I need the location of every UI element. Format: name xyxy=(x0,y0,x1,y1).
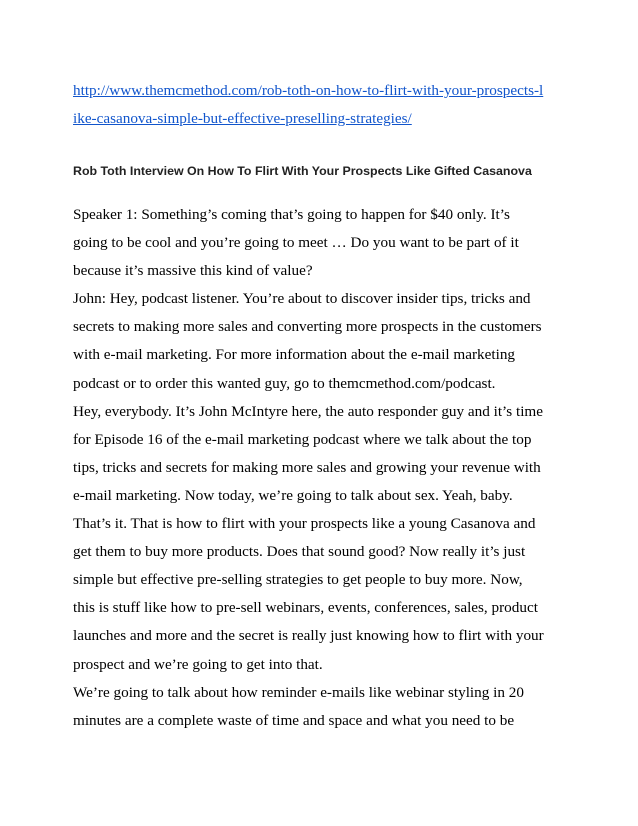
body-line: simple but effective pre-selling strategies to get people to buy more. Now, xyxy=(73,571,523,589)
body-line: We’re going to talk about how reminder e-mails like webinar styling in 20 xyxy=(73,683,524,701)
source-link-line-1[interactable]: http://www.themcmethod.com/rob-toth-on-how-to-flirt-with-your-prospects-l xyxy=(73,82,544,99)
source-link-line-2[interactable]: ike-casanova-simple-but-effective-preselling-strategies/ xyxy=(73,110,412,127)
body-line: podcast or to order this wanted guy, go to themcmethod.com/podcast. xyxy=(73,374,496,392)
body-line: with e-mail marketing. For more information about the e-mail marketing xyxy=(73,346,516,364)
body-line: Speaker 1: Something’s coming that’s going to happen for $40 only. It’s xyxy=(73,206,510,223)
body-line: this is stuff like how to pre-sell webinars, events, conferences, sales, product xyxy=(73,599,538,617)
source-link[interactable] xyxy=(73,77,573,133)
body-line: get them to buy more products. Does that sound good? Now really it’s just xyxy=(73,543,526,561)
body-line: launches and more and the secret is really just knowing how to flirt with your xyxy=(73,627,544,645)
body-line: minutes are a complete waste of time and space and what you need to be xyxy=(73,711,515,729)
body-line: prospect and we’re going to get into that. xyxy=(73,655,323,673)
body-line: Hey, everybody. It’s John McIntyre here, the auto responder guy and it’s time xyxy=(73,402,543,420)
transcript-body xyxy=(73,201,573,735)
body-line: That’s it. That is how to flirt with your prospects like a young Casanova and xyxy=(73,515,536,533)
body-line: for Episode 16 of the e-mail marketing podcast where we talk about the top xyxy=(73,430,532,448)
body-line: John: Hey, podcast listener. You’re about to discover insider tips, tricks and xyxy=(73,290,531,308)
body-line: going to be cool and you’re going to meet … Do you want to be part of it xyxy=(73,234,519,252)
body-line: e-mail marketing. Now today, we’re going to talk about sex. Yeah, baby. xyxy=(73,486,513,504)
body-line: tips, tricks and secrets for making more sales and growing your revenue with xyxy=(73,458,541,476)
document-heading: Rob Toth Interview On How To Flirt With Your Prospects Like Gifted Casanova xyxy=(73,164,532,178)
body-line: secrets to making more sales and converting more prospects in the customers xyxy=(73,318,542,336)
body-line: because it’s massive this kind of value? xyxy=(73,262,313,280)
